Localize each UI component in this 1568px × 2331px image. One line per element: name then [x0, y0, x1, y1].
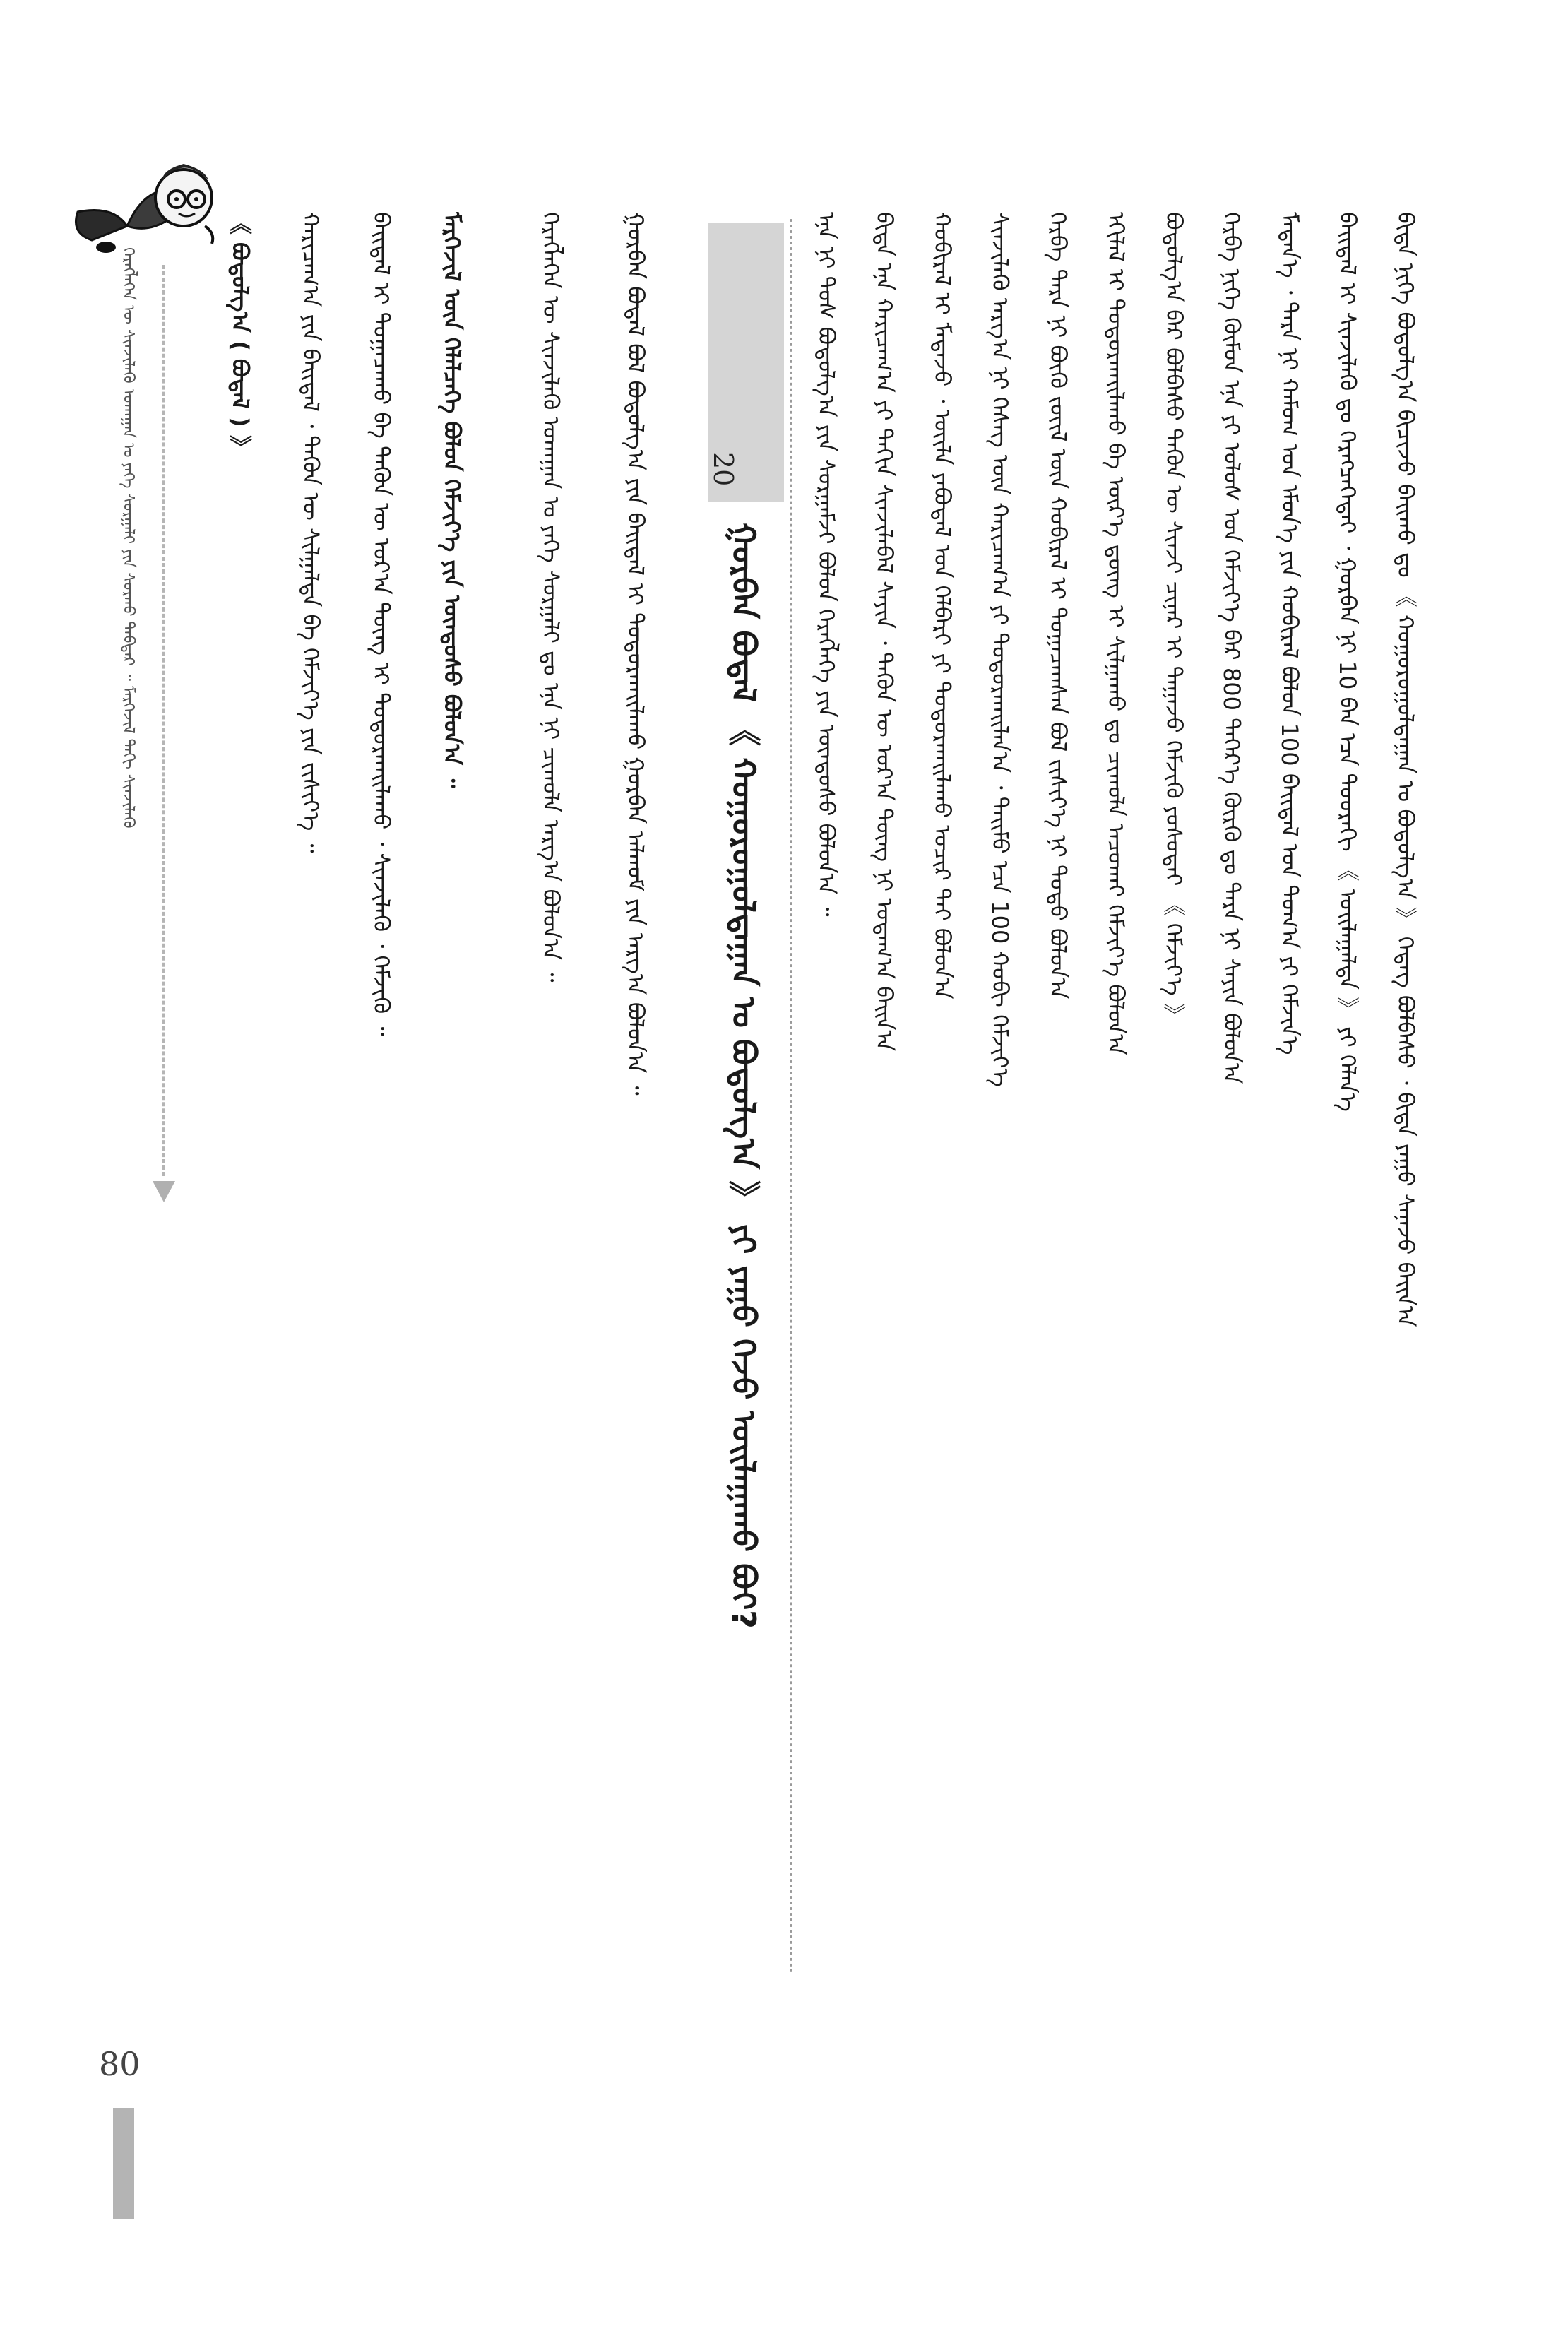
body-column: ᠪᠠᠢᠳᠠᠯ ᠢ ᠰᠢᠨᠵᠢᠯᠡᠬᠦ ᠳᠤ ᠬᠡᠷᠡᠭᠴᠡᠭᠡᠲᠡᠢ ᠂ ᠭᠤᠷᠪᠠᠨ ᠨᠢ 10 ᠪᠠᠨ ᠡᠴᠡ ᠳᠣᠣᠷᠠᠬᠢ 《 ᠤᠢᠯᠠᠭᠠᠯᠲᠠ 》 ᠶᠢ ᠬᠡᠯᠡᠨ᠎ᠡ — [1334, 212, 1361, 1112]
body-column: ᠪᠢᠳᠡ ᠡᠨᠡ ᠬᠠᠷᠢᠴᠠᠭ᠎ᠠ ᠶᠢ ᠳᠠᠬᠢᠨ ᠰᠢᠨᠵᠢᠯᠡᠪᠡᠯ ᠰᠠᠶᠢᠨ ᠂ ᠲᠡᠭᠦᠨ ᠦ ᠤᠷ᠎ᠠ ᠳᠦᠩ ᠨᠢ ᠤᠳᠠᠭ᠎ᠠ ᠪᠠᠢᠨ᠎ᠠ — [871, 212, 898, 1052]
body-column: ᠮᠡᠳᠡᠨ᠎ᠡ ᠂ ᠲᠡᠷᠡ ᠨᠢ ᠬᠠᠮᠤᠭ ᠤᠨ ᠡᠮᠦᠨ᠎ᠡ ᠶᠢᠨ ᠬᠤᠪᠢᠷᠠᠯ ᠪᠤᠯᠤᠨ 100 ᠪᠠᠢᠳᠠᠯ ᠤᠨ ᠲᠣᠭ᠎ᠠ ᠶᠢ ᠬᠡᠮᠵᠢᠨ᠎ᠡ — [1276, 212, 1303, 1055]
body-column: ᠬᠡᠷᠪᠡ ᠲᠡᠷᠡ ᠨᠢ ᠪᠦᠬᠦ ᠵᠦᠢᠯ ᠦᠨ ᠬᠤᠪᠢᠷᠠᠯ ᠢ ᠲᠣᠭᠠᠴᠠᠭᠰᠠᠨ ᠪᠣᠯ ᠵᠢᠱᠢᠶ᠎ᠡ ᠨᠢ ᠲᠣᠳᠣ ᠪᠣᠯᠣᠨ᠎ᠠ — [1045, 212, 1071, 1000]
body-column: ᠰᠢᠨᠵᠢᠯᠡᠬᠦ ᠠᠷᠭ᠎ᠠ ᠨᠢ ᠬᠡᠰᠡᠭ ᠦᠨ ᠬᠠᠷᠢᠴᠠᠭ᠎ᠠ ᠶᠢ ᠲᠣᠳᠣᠷᠬᠠᠢᠯᠠᠨ᠎ᠠ ᠂ ᠲᠡᠢᠮᠦ ᠡᠴᠡ 100 ᠬᠤᠪᠢ ᠬᠡᠮᠵᠢᠶ᠎ᠡ — [987, 212, 1014, 1087]
body-column: ᠡᠬᠢᠯᠡᠯ ᠢ ᠲᠣᠳᠣᠷᠬᠠᠢᠯᠠᠬᠤ ᠪᠠ ᠦᠷ᠎ᠡ ᠳ᠋ᠦᠩ ᠢ ᠰᠢᠯᠭᠠᠬᠤ ᠳᠤ ᠴᠢᠬᠤᠯᠠ ᠠᠴᠤᠬᠠᠢ ᠬᠡᠮᠵᠢᠶ᠎ᠡ ᠪᠣᠯᠣᠨ᠎ᠠ — [1103, 212, 1129, 1055]
body-column: ᠬᠤᠪᠢᠷᠠᠯ ᠢ ᠮᠡᠳᠡᠵᠦ ᠂ ᠦᠢᠯᠡ ᠶᠠᠪᠤᠳᠠᠯ ᠤᠨ ᠬᠡᠯᠪᠡᠷᠢ ᠶᠢ ᠲᠣᠳᠣᠷᠬᠠᠢᠯᠠᠬᠤ ᠤᠴᠢᠷ ᠲᠠᠢ ᠪᠤᠯᠤᠨ᠎ᠠ — [929, 212, 956, 1000]
answer-column: ᠬᠡᠷᠡᠭᠯᠡᠭᠡᠨ ᠦ ᠰᠢᠨᠵᠢᠯᠡᠬᠦ ᠤᠬᠠᠭᠠᠨ ᠤ ᠶᠡᠬᠡ ᠰᠤᠷᠭᠠᠯᠢ ᠳᠤ ᠡᠨᠡ ᠨᠢ ᠴᠢᠬᠤᠯᠠ ᠠᠷᠭ᠎ᠠ ᠪᠤᠯᠤᠨ᠎ᠠ ᠃ — [537, 212, 564, 983]
body-column: ᠬᠡᠷᠪᠡ ᠨᠢᠭᠡ ᠬᠦᠮᠦᠨ ᠡᠨᠡ ᠶᠢ ᠤᠯᠤᠰ ᠤᠨ ᠬᠡᠮᠵᠢᠶ᠎ᠡ ᠪᠡᠷ 800 ᠳᠡᠭᠡᠷ᠎ᠡ ᠬᠦᠷᠬᠦ ᠳᠤ ᠲᠡᠷᠡ ᠨᠢ ᠰᠠᠶᠢᠨ ᠪᠤᠯᠤᠨ᠎ᠠ — [1218, 212, 1245, 1084]
answer-column: 《 ᠪᠤᠳᠤᠯᠭ᠎ᠠ ( ᠪᠤᠳᠠᠯ ) 》 — [227, 212, 254, 458]
answer-column: ᠭᠤᠷᠪᠠᠨ ᠪᠤᠳᠠᠯ ᠪᠤᠯ ᠪᠤᠳᠤᠯᠭ᠎ᠠ ᠶᠢᠨ ᠪᠠᠢᠳᠠᠯ ᠢ ᠲᠣᠳᠣᠷᠬᠠᠢᠯᠠᠬᠤ ᠭᠤᠷᠪᠠᠨ ᠠᠯᠬᠤᠮ ᠶᠢᠨ ᠠᠷᠭ᠎ᠠ ᠪᠤᠯᠤᠨ᠎ᠠ ᠃ — [622, 212, 649, 1096]
caption-divider — [162, 265, 165, 1176]
section-divider — [790, 219, 792, 1974]
body-column: ᠪᠢᠳᠡ ᠨᠢᠭᠡ ᠪᠤᠳᠤᠯᠭ᠎ᠠ ᠪᠢᠴᠢᠵᠦ ᠪᠠᠢᠬᠤ ᠳᠤ 《 ᠬᠤᠭᠤᠷᠤᠭᠤᠯᠳᠠᠭᠠᠨ ᠤ ᠪᠤᠳᠤᠯᠭ᠎ᠠ 》 ᠭᠡᠳᠡᠭ ᠪᠤᠯᠪᠠᠰᠤ ᠂ ᠪᠢᠳᠡ ᠶᠠᠭᠤ ᠰᠠᠨᠠᠵᠤ ᠪᠠᠢᠨ᠎ᠠ — [1392, 212, 1419, 1327]
question-title: ᠭᠤᠷᠪᠠᠨ ᠪᠤᠳᠠᠯ 《 ᠬᠤᠭᠤᠷᠤᠭᠤᠯᠳᠠᠭᠠᠨ ᠤ ᠪᠤᠳᠤᠯᠭ᠎ᠠ 》 ᠶᠢ ᠶᠠᠭᠤ ᠭᠡᠵᠦ ᠤᠢᠯᠠᠭᠠᠬᠤ ᠪᠤᠢ? — [725, 523, 763, 1629]
body-column: ᠪᠤᠳᠤᠯᠭ᠎ᠠ ᠪᠠᠷ ᠪᠤᠯᠪᠠᠰᠤ ᠲᠡᠭᠦᠨ ᠦ ᠰᠢᠨᠵᠢ ᠴᠢᠨᠠᠷ ᠢ ᠳᠠᠭᠠᠵᠤ ᠬᠡᠮᠵᠢᠬᠦ ᠶᠤᠰᠤᠲᠠᠢ 《 ᠬᠡᠮᠵᠢᠶ᠎ᠡ 》 — [1160, 212, 1187, 1026]
caption-arrow-icon — [153, 1181, 175, 1202]
answer-column: ᠬᠠᠷᠢᠴᠠᠭ᠎ᠠ ᠶᠢᠨ ᠪᠠᠢᠳᠠᠯ ᠂ ᠲᠡᠭᠦᠨ ᠦ ᠰᠢᠯᠭᠠᠯᠲᠠ ᠪᠠ ᠬᠡᠮᠵᠢᠶ᠎ᠡ ᠶᠢᠨ ᠵᠢᠱᠢᠶ᠎ᠡ ᠃ — [297, 212, 324, 853]
answer-column: ᠮᠡᠷᠭᠡᠵᠢᠯ ᠦᠨ ᠬᠡᠯᠡᠯᠴᠡᠭᠡ ᠪᠤᠯᠤᠨ ᠬᠡᠮᠵᠢᠶ᠎ᠡ ᠶᠢᠨ ᠦᠨᠳᠦᠰᠦ ᠪᠤᠯᠤᠨ᠎ᠠ ᠃ — [439, 212, 465, 788]
page-caption: ᠬᠡᠷᠡᠭᠯᠡᠭᠡᠨ ᠦ ᠰᠢᠨᠵᠢᠯᠡᠬᠦ ᠤᠬᠠᠭᠠᠨ ᠤ ᠶᠡᠬᠡ ᠰᠤᠷᠭᠠᠯᠢ ᠶᠢᠨ ᠰᠤᠷᠬᠤ ᠳᠡᠪᠲᠡᠷ ᠃ ᠮᠡᠷᠭᠡᠵᠢᠯ ᠳᠡᠬᠢ ᠰᠢᠨᠵᠢᠯᠡᠬᠦ — [119, 247, 137, 829]
question-number: 20 — [708, 452, 739, 487]
page-edge-bar — [113, 2108, 134, 2219]
page-number: 80 — [99, 2045, 141, 2083]
body-column: ᠡᠨᠡ ᠨᠢ ᠲᠤᠰ ᠪᠤᠳᠤᠯᠭ᠎ᠠ ᠶᠢᠨ ᠰᠤᠷᠭᠠᠮᠵᠢ ᠪᠣᠯᠤᠨ ᠬᠡᠷᠡᠭᠯᠡᠭᠡ ᠶᠢᠨ ᠦᠨᠳᠦᠰᠦ ᠪᠣᠯᠣᠨ᠎ᠠ ᠃ — [813, 212, 840, 917]
answer-column: ᠪᠠᠢᠳᠠᠯ ᠢ ᠲᠣᠭᠠᠴᠠᠬᠤ ᠪᠠ ᠲᠡᠭᠦᠨ ᠦ ᠤᠷ᠎ᠠ ᠳᠦᠩ ᠢ ᠲᠣᠳᠣᠷᠬᠠᠢᠯᠠᠬᠤ ᠂ ᠰᠢᠨᠵᠢᠯᠡᠬᠦ ᠂ ᠬᠡᠮᠵᠢᠬᠦ ᠃ — [368, 212, 395, 1036]
